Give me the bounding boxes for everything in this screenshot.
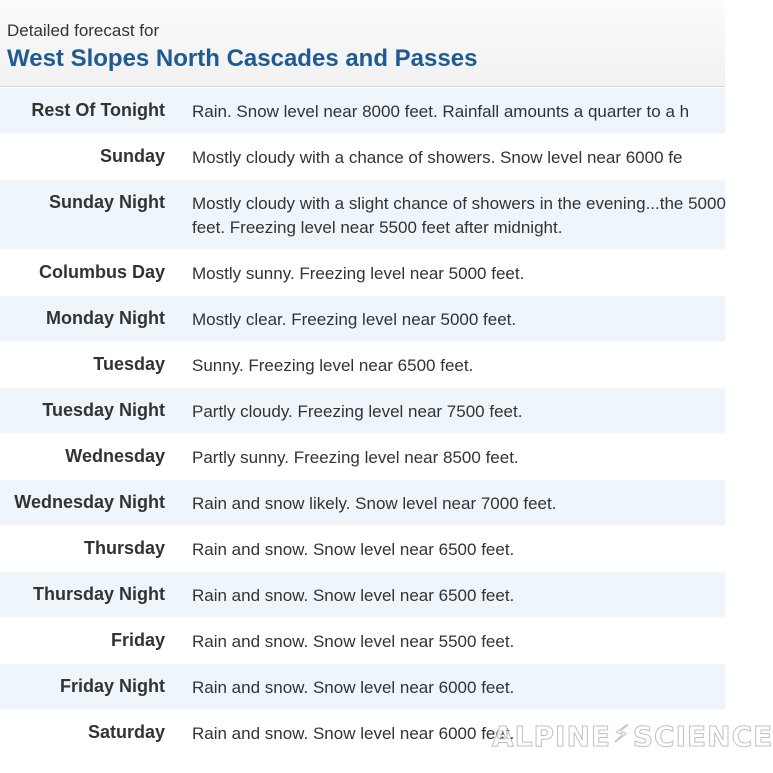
period-text: Rain and snow likely. Snow level near 7000 feet. [192,494,557,513]
period-label: Saturday [87,722,165,742]
header-title: West Slopes North Cascades and Passes [7,45,478,72]
forecast-row [0,295,725,341]
forecast-row [0,341,725,387]
period-label: Wednesday Night [14,492,165,512]
period-text: Mostly clear. Freezing level near 5000 feet. [192,310,517,329]
forecast-table [0,87,725,755]
forecast-row [0,387,725,433]
forecast-row [0,249,725,295]
period-text: Rain and snow. Snow level near 6000 feet. [192,678,515,697]
forecast-row [0,87,725,133]
period-label: Sunday Night [49,192,165,212]
forecast-row [0,617,725,663]
period-label: Sunday [99,146,165,166]
period-text: Mostly cloudy with a slight chance of showers in the evening...the 5000 feet. Freezing level near 5500 feet after midnight. [192,194,726,237]
period-label: Tuesday Night [42,400,165,420]
forecast-row [0,433,725,479]
period-text: Rain and snow. Snow level near 6500 feet. [192,586,515,605]
period-text: Mostly sunny. Freezing level near 5000 feet. [192,264,525,283]
forecast-row [0,571,725,617]
period-text: Rain and snow. Snow level near 5500 feet. [192,632,515,651]
bolt-icon: ⚡ [613,720,631,748]
period-text: Partly sunny. Freezing level near 8500 feet. [192,448,519,467]
period-label: Thursday [83,538,165,558]
period-label: Thursday Night [32,584,165,604]
watermark-right: SCIENCE [632,720,773,753]
watermark-logo [492,720,773,753]
period-label: Monday Night [46,308,165,328]
forecast-row [0,525,725,571]
header-subtitle: Detailed forecast for [7,21,160,40]
period-label: Wednesday [65,446,165,466]
forecast-row [0,479,725,525]
period-text: Rain and snow. Snow level near 6000 feet. [192,724,515,743]
watermark-left: ALPINE [492,720,612,753]
period-label: Friday [110,630,165,650]
period-text: Mostly cloudy with a chance of showers. Snow level near 6000 fe [192,148,683,167]
period-text: Sunny. Freezing level near 6500 feet. [192,356,474,375]
period-text: Rain. Snow level near 8000 feet. Rainfall amounts a quarter to a h [192,102,690,121]
forecast-header [0,0,725,87]
period-label: Rest Of Tonight [31,100,165,120]
forecast-row [0,179,725,249]
forecast-row [0,663,725,709]
period-text: Partly cloudy. Freezing level near 7500 feet. [192,402,523,421]
period-label: Columbus Day [38,262,165,282]
forecast-row [0,133,725,179]
period-label: Tuesday [93,354,165,374]
period-label: Friday Night [59,676,165,696]
period-text: Rain and snow. Snow level near 6500 feet. [192,540,515,559]
